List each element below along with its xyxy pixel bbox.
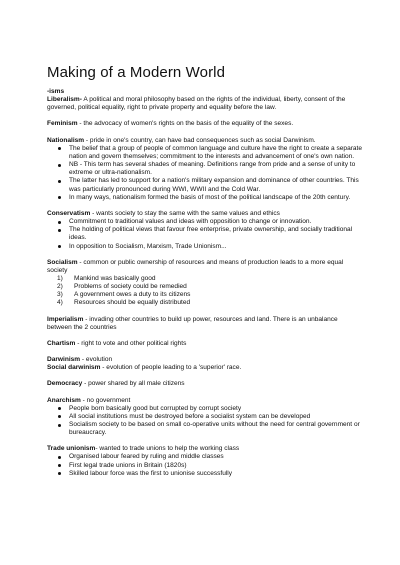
list-item: In opposition to Socialism, Marxism, Trade Unionism...: [47, 243, 364, 251]
bullet-icon: [58, 245, 61, 248]
list-item: In many ways, nationalism formed the basis of most of the political landscape of the 20th century.: [47, 194, 364, 202]
nationalism-bullets: [47, 145, 364, 202]
bullet-icon: [58, 415, 61, 418]
anarchism-bullets: [47, 405, 364, 438]
bullet-icon: [58, 147, 61, 150]
liberalism-definition: Liberalism- A political and moral philosophy based on the rights of the individual, liberty, consent of the governed, political equality, right to private property and equality before the law.: [47, 96, 346, 112]
isms-heading: -isms: [47, 88, 65, 95]
page-title: Making of a Modern World: [47, 64, 226, 81]
democracy-definition: Democracy - power shared by all male citizens: [47, 380, 185, 388]
list-item: The latter has led to support for a nation's military expansion and dominance of other countries. This was particularly pronounced during WWI, WWII and the Cold War.: [47, 177, 364, 193]
feminism-definition: Feminism - the advocacy of women's rights on the basis of the equality of the sexes.: [47, 120, 294, 128]
list-item: 2) Problems of society could be remedied: [57, 283, 187, 291]
list-item: People born basically good but corrupted by corrupt society: [47, 405, 364, 413]
anarchism-definition: Anarchism - no government: [47, 396, 131, 404]
anarchism-section: [47, 397, 364, 438]
chartism-section: [47, 340, 364, 348]
list-item: The holding of political views that favour free enterprise, private ownership, and socially traditional ideas.: [47, 226, 364, 242]
list-item: The belief that a group of people of common language and culture have the right to create a separate nation and govern themselves; commitment to the interests and advancement of one's own nation.: [47, 145, 364, 161]
list-item: Socialism society to be based on small co-operative units without the need for central government or bureaucracy.: [47, 421, 364, 437]
bullet-icon: [58, 164, 61, 167]
socialism-section: [47, 259, 364, 308]
bullet-icon: [58, 456, 61, 459]
bullet-icon: [58, 424, 61, 427]
socialism-definition: Socialism - common or public ownership of resources and means of production leads to a more equal society: [47, 258, 344, 274]
bullet-icon: [58, 229, 61, 232]
conservatism-definition: Conservatism - wants society to stay the same with the same values and ethics: [47, 209, 280, 217]
list-item: 1) Mankind was basically good: [57, 274, 156, 282]
liberalism-section: [47, 88, 364, 112]
socialism-numbered-list: [47, 275, 364, 308]
conservatism-section: [47, 210, 364, 251]
nationalism-section: [47, 137, 364, 202]
list-item: Skilled labour force was the first to unionise successfully: [47, 470, 364, 478]
bullet-icon: [58, 464, 61, 467]
list-item: Organised labour feared by ruling and middle classes: [47, 453, 364, 461]
bullet-icon: [58, 472, 61, 475]
bullet-icon: [58, 196, 61, 199]
chartism-definition: Chartism - right to vote and other political rights: [47, 339, 187, 347]
list-item: First legal trade unions in Britain (1820s): [47, 462, 364, 470]
list-item: Commitment to traditional values and ideas with opposition to change or innovation.: [47, 218, 364, 226]
democracy-section: [47, 380, 364, 388]
imperialism-definition: Imperialism - invading other countries to build up power, resources and land. There is an unbalance between the 2 countries: [47, 315, 338, 331]
social-darwinism-definition: Social darwinism - evolution of people leading to a 'superior' race.: [47, 364, 242, 372]
darwinism-definition: Darwinism - evolution: [47, 356, 113, 364]
bullet-icon: [58, 407, 61, 410]
bullet-icon: [58, 221, 61, 224]
list-item: 4) Resources should be equally distributed: [57, 299, 191, 307]
list-item: All social institutions must be destroyed before a socialist system can be developed: [47, 413, 364, 421]
trade-unionism-bullets: [47, 453, 364, 477]
bullet-icon: [58, 180, 61, 183]
trade-unionism-section: [47, 445, 364, 478]
list-item: 3) A government owes a duty to its citizens: [57, 291, 191, 299]
darwinism-section: [47, 356, 364, 372]
list-item: NB - This term has several shades of meaning. Definitions range from pride and a sense of unity to extreme or ultra-nationalism.: [47, 161, 364, 177]
imperialism-section: [47, 316, 364, 332]
trade-unionism-definition: Trade unionism- wanted to trade unions to help the working class: [47, 445, 240, 453]
nationalism-definition: Nationalism - pride in one's country, can have bad consequences such as social Darwinism.: [47, 136, 316, 144]
conservatism-bullets: [47, 218, 364, 251]
feminism-section: [47, 120, 364, 128]
